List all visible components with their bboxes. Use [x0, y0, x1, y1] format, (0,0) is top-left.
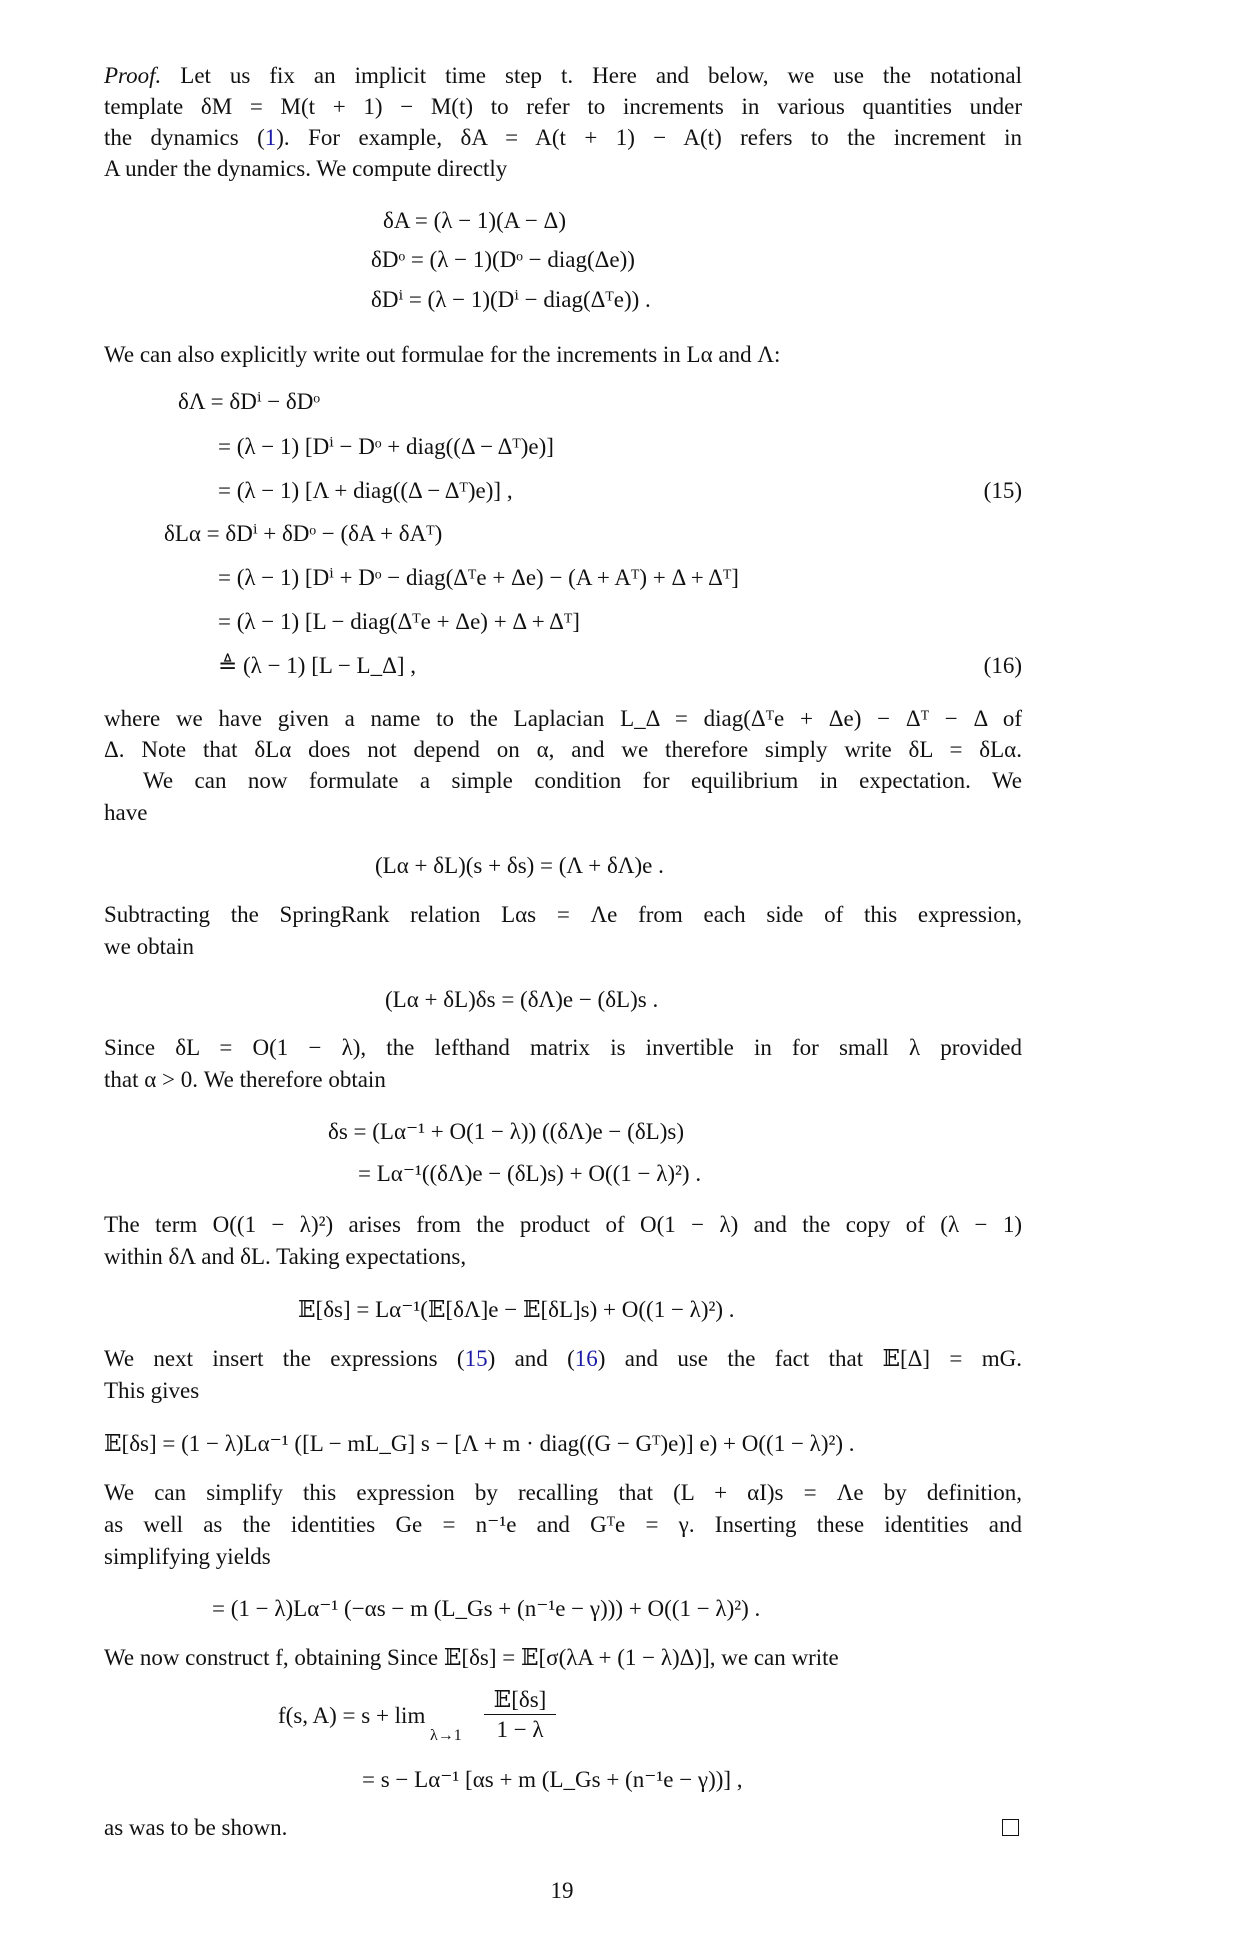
equation: δDᵒ = (λ − 1)(Dᵒ − diag(Δe))	[371, 247, 635, 272]
paragraph-line: we obtain	[104, 934, 195, 959]
closing-text: as was to be shown.	[104, 1815, 288, 1840]
equation: = (λ − 1) [Λ + diag((Δ − Δᵀ)e)] ,	[218, 478, 513, 503]
equation: = Lα⁻¹((δΛ)e − (δL)s) + O((1 − λ)²) .	[358, 1161, 702, 1186]
paragraph-line: Since δL = O(1 − λ), the lefthand matrix is invertible in for small λ provided	[104, 1035, 1022, 1060]
paragraph-line: This gives	[104, 1378, 200, 1403]
equation: 𝔼[δs] = (1 − λ)Lα⁻¹ ([L − mL_G] s − [Λ + m · diag((G − Gᵀ)e)] e) + O((1 − λ)²) .	[104, 1431, 855, 1456]
proof-line-4: A under the dynamics. We compute directly	[104, 156, 508, 181]
paragraph-line: We now construct f, obtaining Since 𝔼[δs] = 𝔼[σ(λA + (1 − λ)Δ)], we can write	[104, 1645, 839, 1670]
equation-ref-link[interactable]: 1	[264, 125, 277, 150]
equation-number: (15)	[983, 478, 1022, 503]
equation-lhs: f(s, A) = s + lim	[278, 1703, 426, 1728]
equation: 𝔼[δs] = Lα⁻¹(𝔼[δΛ]e − 𝔼[δL]s) + O((1 − λ)²) .	[298, 1297, 735, 1322]
paragraph-line: Δ. Note that δLα does not depend on α, and we therefore simply write δL = δLα.	[104, 737, 1022, 762]
text: We next insert the expressions (	[104, 1346, 465, 1371]
paragraph-line: simplifying yields	[104, 1544, 271, 1569]
fraction-numerator: 𝔼[δs]	[484, 1686, 556, 1715]
qed-box-icon	[1002, 1819, 1019, 1836]
paragraph-line: as well as the identities Ge = n⁻¹e and Gᵀe = γ. Inserting these identities and	[104, 1512, 1022, 1537]
equation: δLα = δDⁱ + δDᵒ − (δA + δAᵀ)	[164, 521, 443, 546]
equation: = (λ − 1) [Dⁱ + Dᵒ − diag(Δᵀe + Δe) − (A + Aᵀ) + Δ + Δᵀ]	[218, 565, 739, 590]
equation-ref-link[interactable]: 15	[464, 1346, 488, 1371]
equation: δΛ = δDⁱ − δDᵒ	[178, 389, 321, 414]
proof-line-2: template δM = M(t + 1) − M(t) to refer to increments in various quantities under	[104, 94, 1022, 119]
proof-line-3	[104, 123, 1022, 153]
equation: δs = (Lα⁻¹ + O(1 − λ)) ((δΛ)e − (δL)s)	[328, 1119, 684, 1144]
equation: = s − Lα⁻¹ [αs + m (L_Gs + (n⁻¹e − γ))] ,	[362, 1767, 743, 1792]
text: ) and (	[487, 1346, 575, 1371]
paragraph-line: The term O((1 − λ)²) arises from the product of O(1 − λ) and the copy of (λ − 1)	[104, 1212, 1022, 1237]
equation: = (λ − 1) [L − diag(Δᵀe + Δe) + Δ + Δᵀ]	[218, 609, 580, 634]
paragraph-line: We can now formulate a simple condition for equilibrium in expectation. We	[143, 768, 1022, 793]
paragraph-line: that α > 0. We therefore obtain	[104, 1067, 386, 1092]
proof-label: Proof.	[104, 63, 162, 88]
paragraph: We can also explicitly write out formulae for the increments in Lα and Λ:	[104, 342, 781, 367]
proof-line-1	[104, 61, 1022, 91]
limit-subscript: λ→1	[430, 1727, 462, 1744]
paragraph-line: where we have given a name to the Laplacian L_Δ = diag(Δᵀe + Δe) − Δᵀ − Δ of	[104, 706, 1022, 731]
text: the dynamics (	[104, 125, 265, 150]
paragraph-line	[104, 1344, 1022, 1374]
paragraph-line: have	[104, 800, 148, 825]
equation: = (λ − 1) [Dⁱ − Dᵒ + diag((Δ − Δᵀ)e)]	[218, 434, 554, 459]
equation-ref-link[interactable]: 16	[574, 1346, 598, 1371]
page-number: 19	[550, 1878, 574, 1903]
paragraph-line: within δΛ and δL. Taking expectations,	[104, 1244, 467, 1269]
equation: = (1 − λ)Lα⁻¹ (−αs − m (L_Gs + (n⁻¹e − γ))) + O((1 − λ)²) .	[212, 1596, 761, 1621]
fraction-denominator: 1 − λ	[496, 1717, 544, 1742]
text: ) and use the fact that 𝔼[Δ] = mG.	[597, 1346, 1022, 1371]
text: ). For example, δA = A(t + 1) − A(t) refers to the increment in	[276, 125, 1023, 150]
text: Let us fix an implicit time step t. Here and below, we use the notational	[161, 63, 1022, 88]
equation: δDⁱ = (λ − 1)(Dⁱ − diag(Δᵀe)) .	[371, 287, 651, 312]
paragraph-line: Subtracting the SpringRank relation Lαs = Λe from each side of this expression,	[104, 902, 1022, 927]
equation-number: (16)	[983, 653, 1022, 678]
equation: (Lα + δL)δs = (δΛ)e − (δL)s .	[385, 987, 659, 1012]
equation: δA = (λ − 1)(A − Δ)	[383, 208, 567, 233]
equation: (Lα + δL)(s + δs) = (Λ + δΛ)e .	[375, 853, 664, 878]
paragraph-line: We can simplify this expression by recalling that (L + αI)s = Λe by definition,	[104, 1480, 1022, 1505]
equation: ≜ (λ − 1) [L − L_Δ] ,	[218, 653, 417, 678]
